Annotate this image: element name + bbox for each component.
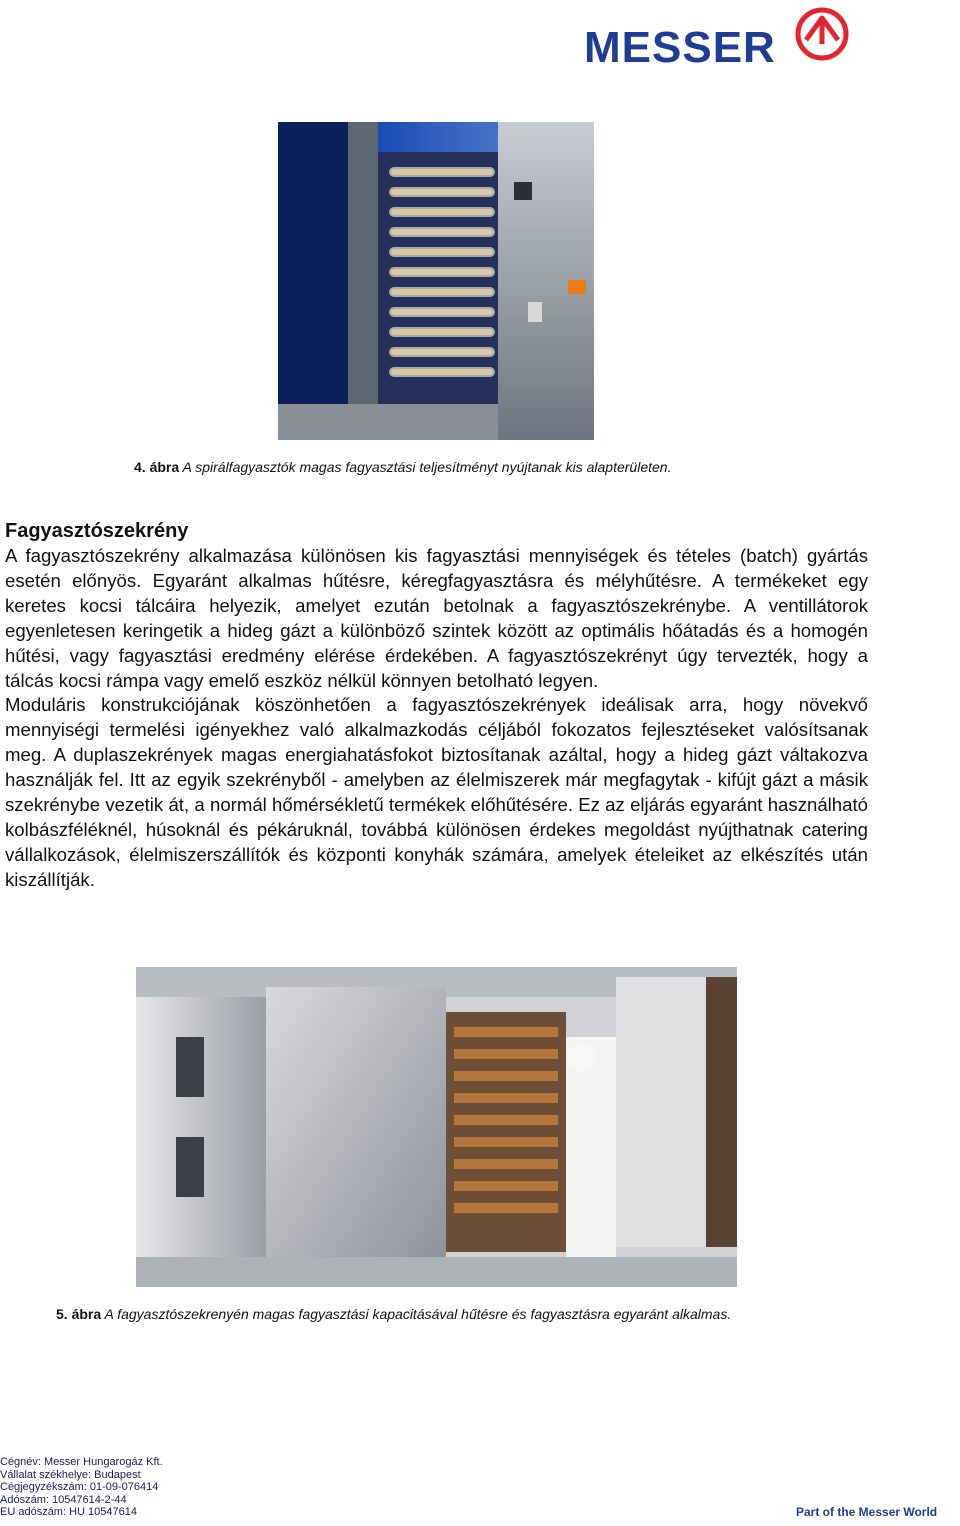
logo-wordmark: MESSER <box>584 23 776 72</box>
footer-headquarters: Vállalat székhelye: Budapest <box>0 1468 141 1481</box>
figure-5-label: 5. ábra <box>56 1306 102 1322</box>
footer-registration-number: Cégjegyzékszám: 01-09-076414 <box>0 1481 159 1494</box>
figure-4-caption <box>134 458 671 476</box>
messer-emblem-icon <box>790 4 854 68</box>
footer-company-name: Cégnév: Messer Hungarogáz Kft. <box>0 1456 163 1468</box>
spiral-freezer-photo <box>278 122 594 440</box>
figure-5-caption <box>56 1305 731 1323</box>
figure-4-caption-text: A spirálfagyasztók magas fagyasztási teljesítményt nyújtanak kis alapterületen. <box>179 459 672 475</box>
paragraph-1: A fagyasztószekrény alkalmazása különösen kis fagyasztási mennyiségek és tételes (batch) gyártás esetén előnyös. Egyaránt alkalmas hűtésre, kéregfagyasztásra és mélyhűtésre. A termékeket egy keretes kocsi tálcáira helyezik, amelyet ezután betolnak a fagyasztószekrénybe. A ventillátorok egyenletesen keringetik a hideg gázt a különböző szintek között az optimális hőátadás és a homogén hűtési, vagy fagyasztási eredmény elérése érdekében. A fagyasztószekrényt úgy tervezték, hogy a tálcás kocsi rámpa vagy emelő eszköz nélkül könnyen betolható legyen. <box>5 545 868 691</box>
figure-4-label: 4. ábra <box>134 459 180 475</box>
freezer-cabinet-photo <box>136 967 737 1287</box>
company-info-footer <box>0 1456 163 1519</box>
messer-world-tagline: Part of the Messer World <box>796 1505 938 1519</box>
figure-5-caption-text: A fagyasztószekrenyén magas fagyasztási kapacitásával hűtésre és fagyasztásra egyaránt alkalmas. <box>101 1306 732 1322</box>
messer-logo <box>584 4 854 70</box>
footer-tax-number: Adószám: 10547614-2-44 <box>0 1493 127 1506</box>
section-heading: Fagyasztószekrény <box>5 520 189 542</box>
footer-eu-tax-number: EU adószám: HU 10547614 <box>0 1506 137 1519</box>
article-body <box>5 519 868 893</box>
paragraph-2: Moduláris konstrukciójának köszönhetően a fagyasztószekrények ideálisak arra, hogy növekvő mennyiségi termelési igényekhez való alkalmazkodás céljából fokozatos fejlesztéseket valósítsanak meg. A duplaszekrények magas energiahatásfokot biztosítanak azáltal, hogy a hideg gázt váltakozva használják fel. Itt az egyik szekrényből - amelyben az élelmiszerek már megfagytak - kifújt gázt a másik szekrénybe vezetik át, a normál hőmérsékletű termékek előhűtésére. Ez az eljárás egyaránt használható kolbászféléknél, húsoknál és pékáruknál, továbbá különösen érdekes megoldást nyújthatnak catering vállalkozások, élelmiszerszállítók és központi konyhák számára, amelyek ételeiket az elkészítés után kiszállítják. <box>5 694 868 890</box>
